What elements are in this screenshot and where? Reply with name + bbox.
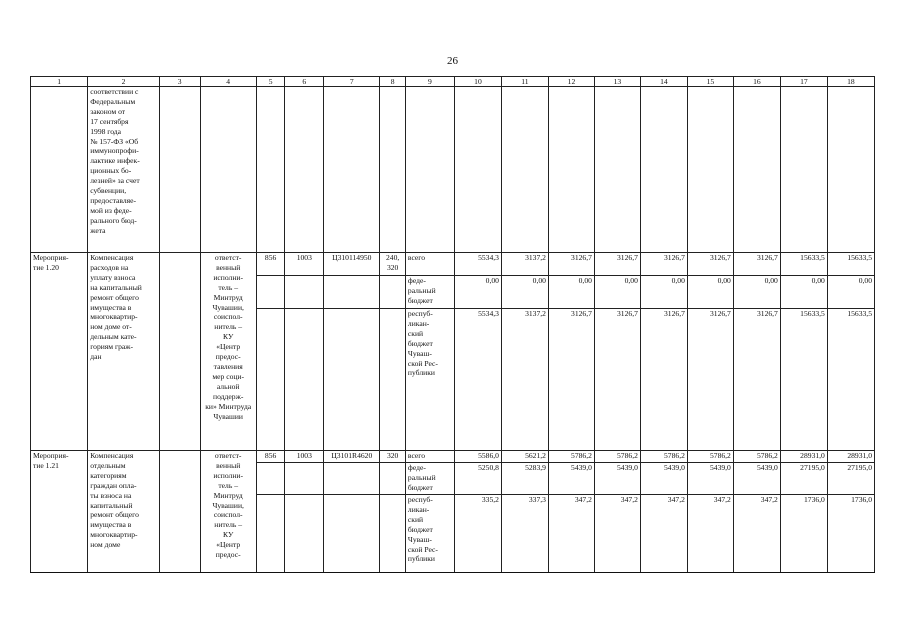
value-cell: 3126,7 bbox=[687, 253, 733, 276]
measure-status: Мероприя- тие 1.20 bbox=[31, 253, 88, 451]
column-header: 16 bbox=[733, 77, 780, 87]
value-cell: 28931,0 bbox=[780, 451, 827, 463]
funding-source: всего bbox=[405, 253, 454, 276]
coexecutor-cell bbox=[159, 253, 200, 451]
value-cell: 3126,7 bbox=[640, 253, 687, 276]
value-cell: 3137,2 bbox=[501, 253, 548, 276]
target-item-code: Ц310114950 bbox=[324, 253, 380, 276]
value-cell: 5786,2 bbox=[733, 451, 780, 463]
column-header: 2 bbox=[88, 77, 160, 87]
section-code: 1003 bbox=[285, 451, 324, 463]
expense-type-code: 320 bbox=[380, 451, 406, 463]
value-cell: 5250,8 bbox=[454, 463, 501, 495]
value-cell: 347,2 bbox=[594, 495, 640, 573]
value-cell: 5439,0 bbox=[733, 463, 780, 495]
value-cell: 0,00 bbox=[687, 276, 733, 309]
column-header: 17 bbox=[780, 77, 827, 87]
grbs-code: 856 bbox=[256, 253, 285, 276]
value-cell: 337,3 bbox=[501, 495, 548, 573]
value-cell: 3126,7 bbox=[640, 309, 687, 451]
budget-table bbox=[30, 76, 875, 573]
value-cell: 5586,0 bbox=[454, 451, 501, 463]
value-cell: 5786,2 bbox=[687, 451, 733, 463]
table-row bbox=[31, 253, 875, 276]
value-cell: 1736,0 bbox=[780, 495, 827, 573]
column-header: 8 bbox=[380, 77, 406, 87]
value-cell: 15633,5 bbox=[827, 309, 874, 451]
column-header: 12 bbox=[548, 77, 594, 87]
value-cell: 335,2 bbox=[454, 495, 501, 573]
value-cell: 5439,0 bbox=[548, 463, 594, 495]
executor-cell: ответст- венный исполни- тель – Минтруд Чувашии, соиспол- нитель – КУ «Центр предос- тавления мер соци- альной поддерж- ки» Минтруда Чувашии bbox=[200, 253, 256, 451]
value-cell: 5439,0 bbox=[687, 463, 733, 495]
value-cell: 3126,7 bbox=[548, 309, 594, 451]
value-cell: 0,00 bbox=[733, 276, 780, 309]
column-header: 1 bbox=[31, 77, 88, 87]
value-cell: 5534,3 bbox=[454, 309, 501, 451]
value-cell: 5621,2 bbox=[501, 451, 548, 463]
target-item-code: Ц3101R4620 bbox=[324, 451, 380, 463]
funding-source: респуб- ликан- ский бюджет Чуваш- ской Рес- публики bbox=[405, 495, 454, 573]
column-header: 10 bbox=[454, 77, 501, 87]
value-cell: 347,2 bbox=[733, 495, 780, 573]
section-code: 1003 bbox=[285, 253, 324, 276]
value-cell: 15633,5 bbox=[780, 253, 827, 276]
value-cell: 5786,2 bbox=[594, 451, 640, 463]
value-cell: 0,00 bbox=[640, 276, 687, 309]
value-cell: 15633,5 bbox=[780, 309, 827, 451]
funding-source: респуб- ликан- ский бюджет Чуваш- ской Рес- публики bbox=[405, 309, 454, 451]
value-cell: 3126,7 bbox=[687, 309, 733, 451]
value-cell: 3126,7 bbox=[594, 253, 640, 276]
value-cell: 15633,5 bbox=[827, 253, 874, 276]
continuation-row bbox=[31, 87, 875, 253]
grbs-code: 856 bbox=[256, 451, 285, 463]
value-cell: 347,2 bbox=[687, 495, 733, 573]
coexecutor-cell bbox=[159, 451, 200, 573]
column-header: 9 bbox=[405, 77, 454, 87]
value-cell: 5439,0 bbox=[640, 463, 687, 495]
column-header: 7 bbox=[324, 77, 380, 87]
column-header: 11 bbox=[501, 77, 548, 87]
measure-status: Мероприя- тие 1.21 bbox=[31, 451, 88, 573]
value-cell: 27195,0 bbox=[780, 463, 827, 495]
value-cell: 5283,9 bbox=[501, 463, 548, 495]
column-header: 13 bbox=[594, 77, 640, 87]
value-cell: 3126,7 bbox=[594, 309, 640, 451]
value-cell: 3137,2 bbox=[501, 309, 548, 451]
value-cell: 28931,0 bbox=[827, 451, 874, 463]
value-cell: 5439,0 bbox=[594, 463, 640, 495]
column-header: 3 bbox=[159, 77, 200, 87]
continuation-text: соответствии с Федеральным законом от 17 сентября 1998 года № 157-ФЗ «Об иммунопрофи- лактике инфек- ционных бо- лезней» за счет субвенции, предоставляе- мой из феде- рального бюд- жета bbox=[88, 87, 160, 253]
column-header: 14 bbox=[640, 77, 687, 87]
column-header: 5 bbox=[256, 77, 285, 87]
expense-type-code: 240, 320 bbox=[380, 253, 406, 276]
executor-cell: ответст- венный исполни- тель – Минтруд Чувашии, соиспол- нитель – КУ «Центр предос- bbox=[200, 451, 256, 573]
column-header: 6 bbox=[285, 77, 324, 87]
table-row bbox=[31, 451, 875, 463]
measure-name: Компенсация расходов на уплату взноса на капитальный ремонт общего имущества в многоквартир- ном доме от- дельным кате- гориям граж- дан bbox=[88, 253, 160, 451]
value-cell: 0,00 bbox=[548, 276, 594, 309]
value-cell: 347,2 bbox=[548, 495, 594, 573]
funding-source: феде- ральный бюджет bbox=[405, 463, 454, 495]
column-header: 4 bbox=[200, 77, 256, 87]
value-cell: 0,00 bbox=[780, 276, 827, 309]
column-header: 15 bbox=[687, 77, 733, 87]
column-header: 18 bbox=[827, 77, 874, 87]
value-cell: 3126,7 bbox=[548, 253, 594, 276]
value-cell: 5534,3 bbox=[454, 253, 501, 276]
value-cell: 0,00 bbox=[501, 276, 548, 309]
value-cell: 5786,2 bbox=[640, 451, 687, 463]
value-cell: 3126,7 bbox=[733, 309, 780, 451]
funding-source: всего bbox=[405, 451, 454, 463]
value-cell: 0,00 bbox=[454, 276, 501, 309]
value-cell: 27195,0 bbox=[827, 463, 874, 495]
page-number: 26 bbox=[447, 55, 458, 67]
measure-name: Компенсация отдельным категориям граждан опла- ты взноса на капитальный ремонт общего имущества в многоквартир- ном доме bbox=[88, 451, 160, 573]
value-cell: 347,2 bbox=[640, 495, 687, 573]
funding-source: феде- ральный бюджет bbox=[405, 276, 454, 309]
value-cell: 0,00 bbox=[827, 276, 874, 309]
value-cell: 5786,2 bbox=[548, 451, 594, 463]
value-cell: 0,00 bbox=[594, 276, 640, 309]
value-cell: 1736,0 bbox=[827, 495, 874, 573]
header-row bbox=[31, 77, 875, 87]
value-cell: 3126,7 bbox=[733, 253, 780, 276]
